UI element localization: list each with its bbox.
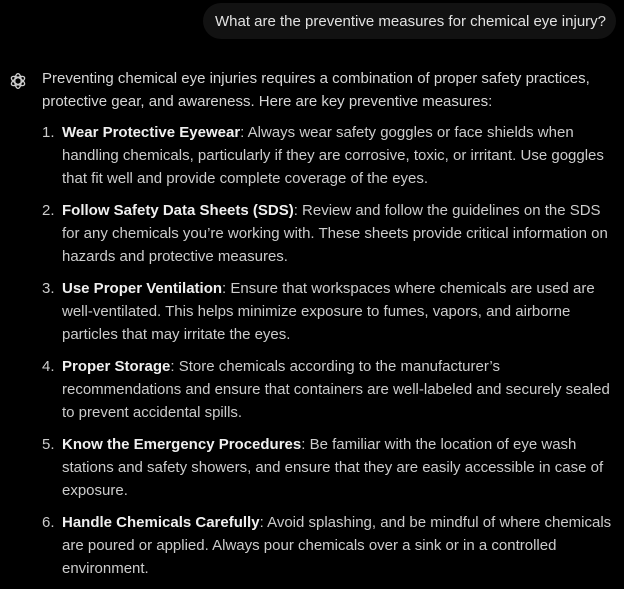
list-item-number: 2.	[42, 202, 55, 219]
list-item-number: 3.	[42, 280, 55, 297]
list-item-number: 6.	[42, 514, 55, 531]
list-item-text: : Review and follow the guidelines on the SDS for any chemicals you’re working with. These sheets provide critical information on hazards and protective measures.	[62, 202, 608, 265]
user-message-text: What are the preventive measures for chemical eye injury?	[214, 12, 606, 30]
assistant-response	[42, 67, 614, 589]
list-item-term: Know the Emergency Procedures	[62, 436, 302, 453]
list-item	[42, 433, 614, 502]
list-item	[42, 355, 614, 424]
list-item-term: Wear Protective Eyewear	[62, 124, 241, 141]
preventive-measures-list	[42, 121, 614, 580]
openai-logo-icon	[8, 71, 28, 91]
list-item-term: Proper Storage	[62, 358, 171, 375]
list-item	[42, 121, 614, 190]
list-item	[42, 199, 614, 268]
list-item-text: : Ensure that workspaces where chemicals are used are well-ventilated. This helps minimize exposure to fumes, vapors, and airborne particles that may irritate the eyes.	[62, 280, 595, 343]
list-item	[42, 277, 614, 346]
list-item	[42, 511, 614, 580]
list-item-term: Use Proper Ventilation	[62, 280, 223, 297]
list-item-term: Handle Chemicals Carefully	[62, 514, 260, 531]
list-item-term: Follow Safety Data Sheets (SDS)	[62, 202, 294, 219]
list-item-text: : Always wear safety goggles or face shields when handling chemicals, particularly if they are corrosive, toxic, or irritant. Use goggles that fit well and provide complete coverage of the eyes.	[62, 124, 604, 187]
list-item-number: 5.	[42, 436, 55, 453]
list-item-text: : Avoid splashing, and be mindful of where chemicals are poured or applied. Always pour chemicals over a sink or in a controlled environment.	[62, 514, 612, 577]
list-item-number: 4.	[42, 358, 55, 375]
response-intro: Preventing chemical eye injuries requires a combination of proper safety practices, protective gear, and awareness. Here are key preventive measures:	[42, 70, 590, 110]
user-message-bubble	[203, 3, 616, 39]
list-item-text: : Be familiar with the location of eye wash stations and safety showers, and ensure that they are easily accessible in case of exposure.	[62, 436, 604, 499]
list-item-number: 1.	[42, 124, 55, 141]
list-item-text: : Store chemicals according to the manufacturer’s recommendations and ensure that containers are well-labeled and securely sealed to prevent accidental spills.	[62, 358, 610, 421]
